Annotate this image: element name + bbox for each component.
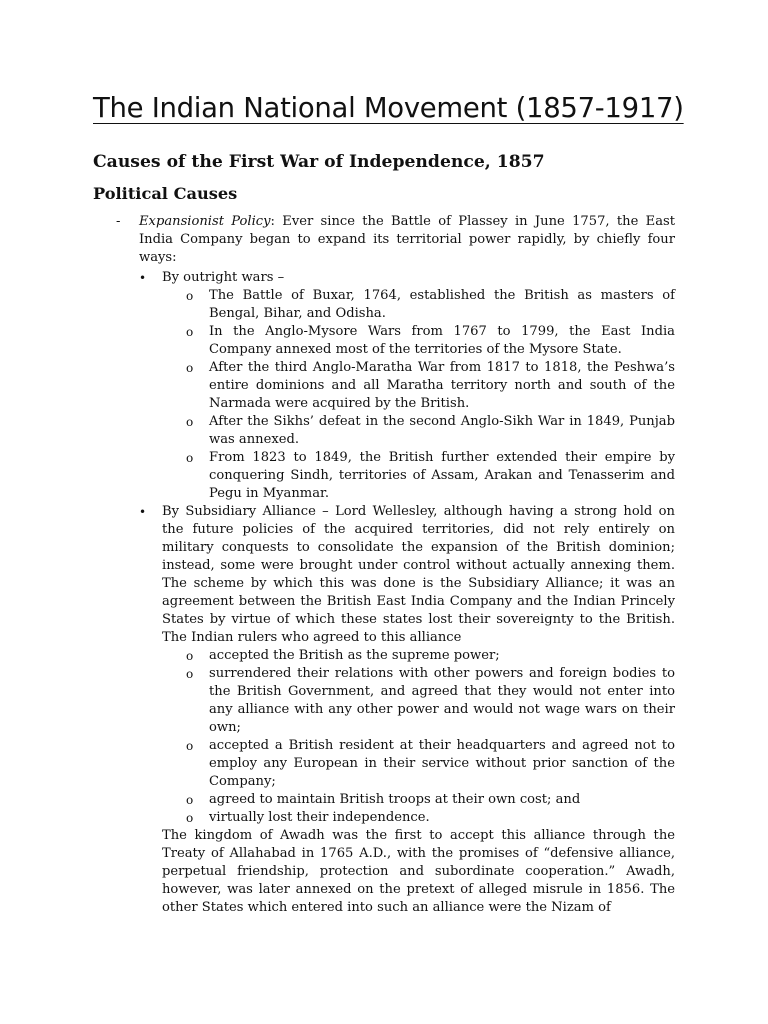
outright-wars-label: By outright wars – — [162, 270, 285, 285]
circle-marker: o — [186, 325, 194, 339]
circle-marker: o — [186, 811, 194, 825]
circle-marker: o — [186, 649, 194, 663]
circle-marker: o — [186, 667, 194, 681]
alliance-term-item: accepted a British resident at their headquarters and agreed not to employ any European in their service without prior sanction of the Company; — [209, 738, 675, 789]
war-item: After the Sikhs’ defeat in the second Anglo-Sikh War in 1849, Punjab was annexed. — [209, 414, 675, 447]
alliance-term-item: accepted the British as the supreme power; — [209, 648, 500, 663]
expansionist-policy-paragraph — [139, 213, 675, 267]
war-item: After the third Anglo-Maratha War from 1817 to 1818, the Peshwa’s entire dominions and all Maratha territory north and south of the Narmada were acquired by the British. — [209, 360, 675, 411]
war-item: From 1823 to 1849, the British further extended their empire by conquering Sindh, territories of Assam, Arakan and Tenasserim and Pegu in Myanmar. — [209, 450, 675, 501]
document-title: The Indian National Movement (1857-1917) — [93, 92, 684, 124]
circle-marker: o — [186, 415, 194, 429]
section-heading: Causes of the First War of Independence, 1857 — [93, 152, 545, 172]
war-item: The Battle of Buxar, 1764, established the British as masters of Bengal, Bihar, and Odisha. — [209, 288, 675, 321]
dash-marker: - — [116, 214, 121, 229]
circle-marker: o — [186, 793, 194, 807]
circle-marker: o — [186, 739, 194, 753]
circle-marker: o — [186, 361, 194, 375]
awadh-paragraph: The kingdom of Awadh was the first to accept this alliance through the Treaty of Allahabad in 1765 A.D., with the promises of “defensive alliance, perpetual friendship, protection and subordinate cooperation.” Awadh, however, was later annexed on the pretext of alleged misrule in 1856. The other States which entered into such an alliance were the Nizam of — [162, 828, 675, 915]
war-item: In the Anglo-Mysore Wars from 1767 to 1799, the East India Company annexed most of the territories of the Mysore State. — [209, 324, 675, 357]
subsidiary-alliance-paragraph: By Subsidiary Alliance – Lord Wellesley, although having a strong hold on the future policies of the acquired territories, did not rely entirely on military conquests to consolidate the expansion of the British dominion; instead, some were brought under control without actually annexing them. The scheme by which this was done is the Subsidiary Alliance; it was an agreement between the British East India Company and the Indian Princely States by virtue of which these states lost their sovereignty to the British. The Indian rulers who agreed to this alliance — [162, 504, 675, 645]
alliance-term-item: agreed to maintain British troops at their own cost; and — [209, 792, 581, 807]
bullet-marker: • — [139, 271, 147, 285]
expansionist-policy-term: Expansionist Policy — [139, 214, 271, 229]
subsection-heading: Political Causes — [93, 184, 238, 203]
bullet-marker: • — [139, 505, 147, 519]
alliance-term-item: virtually lost their independence. — [209, 810, 430, 825]
alliance-term-item: surrendered their relations with other powers and foreign bodies to the British Government, and agreed that they would not enter into any alliance with any other power and would not wage wars on their own; — [209, 666, 675, 735]
circle-marker: o — [186, 289, 194, 303]
expansionist-policy-text: : Ever since the Battle of Plassey in June 1757, the East India Company began to expand its territorial power rapidly, by chiefly four ways: — [139, 214, 675, 265]
circle-marker: o — [186, 451, 194, 465]
